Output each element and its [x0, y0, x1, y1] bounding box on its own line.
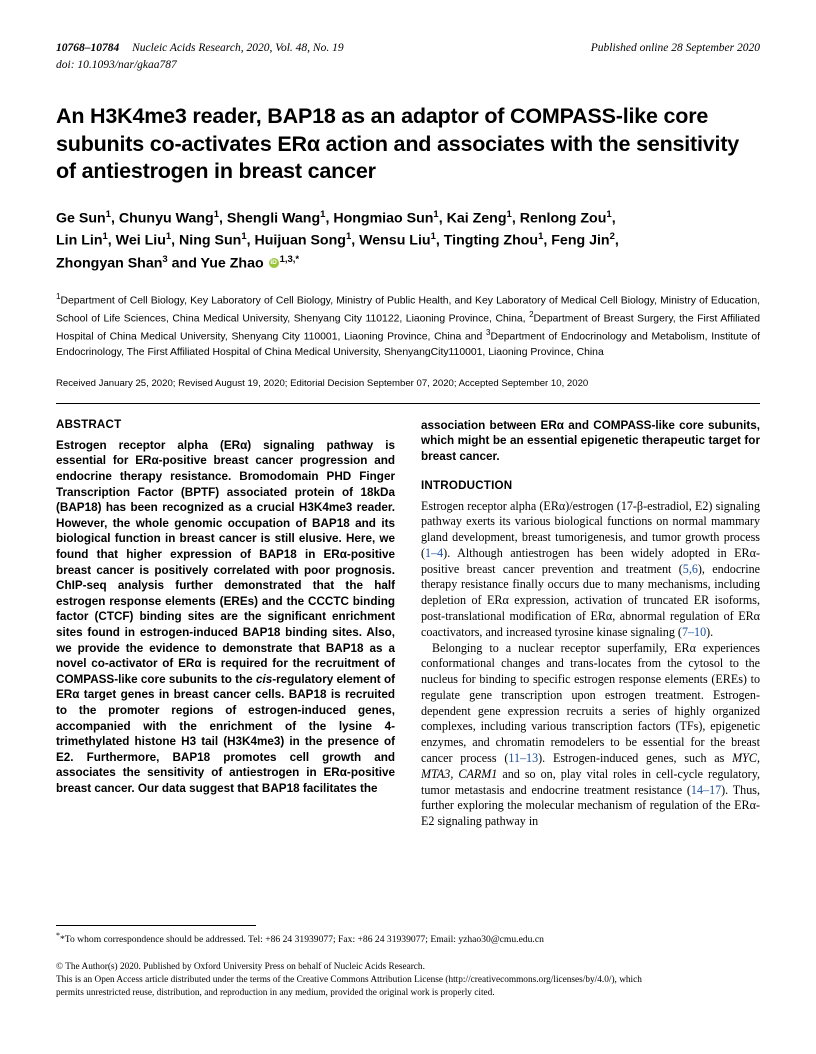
intro-p2-d: ). Thus, further exploring the molecular mechanism of regulation of the ERα-E2 signaling pathway in [421, 782, 760, 829]
citation-link-3[interactable]: 7–10 [681, 624, 707, 639]
abstract-text [56, 438, 395, 797]
intro-p1-b: ). Although antiestrogen has been widely adopted in ERα-positive breast cancer prevention and treatment ( [421, 545, 760, 576]
header-divider [56, 403, 760, 404]
introduction-paragraph-2 [421, 641, 760, 830]
abstract-part-1: Estrogen receptor alpha (ERα) signaling pathway is essential for ERα-positive breast cancer progression and endocrine therapy resistance. Bromodomain PHD Finger Transcription Factor (BPTF) associated protein of 18kDa (BAP18) has been recognized as a crucial H3K4me3 reader. However, the whole genomic occupation of BAP18 and its biological function in breast cancer is still elusive. Here, we found that higher expression of BAP18 in ERα-positive breast cancer is positively correlated with poor prognosis. ChIP-seq analysis further demonstrated that the half estrogen response elements (EREs) and the CCCTC binding factor (CTCF) binding sites are the significant enrichment sites found in estrogen-induced BAP18 binding sites. Also, we provide the evidence to demonstrate that BAP18 as a novel co-activator of ERα is required for the recruitment of COMPASS-like core subunits to the [56, 438, 395, 686]
body-columns [56, 418, 760, 830]
intro-p1-d: ). [706, 624, 714, 639]
page-footer [56, 925, 760, 1000]
license-line-2: permits unrestricted reuse, distribution, and reproduction in any medium, provided the original work is properly cited. [56, 987, 495, 998]
running-head-left [56, 40, 344, 73]
author-line-2: Lin Lin$^1$, Wei Liu$^1$, Ning Sun$^1$, Huijuan Song$^1$, Wensu Liu$^1$, Tingting Zhou$^1$, Feng Jin$^2$, [56, 231, 619, 249]
citation-link-5[interactable]: 14–17 [690, 782, 722, 797]
citation-link-1[interactable]: 1–4 [425, 545, 444, 560]
citation-link-4[interactable]: 11–13 [508, 751, 539, 765]
license-block [56, 961, 760, 999]
affiliations: $^1$Department of Cell Biology, Key Laboratory of Cell Biology, Ministry of Public Health, and Key Laboratory of Medical Cell Biology, Ministry of Education, School of Life Sciences, China Medical University, Shenyang City 110122, Liaoning Province, China, $^2$Department of Breast Surgery, the First Affiliated Hospital of China Medical University, Shenyang City 110001, Liaoning Province, China and $^3$Department of Endocrinology and Metabolism, Institute of Endocrinology, The First Affiliated Hospital of China Medical University, ShenyangCity110001, Liaoning Province, China [56, 291, 760, 359]
abstract-heading: ABSTRACT [56, 417, 122, 431]
article-content [56, 40, 760, 830]
footnote-divider [56, 925, 256, 926]
page-title: An H3K4me3 reader, BAP18 as an adaptor of COMPASS-like core subunits co-activates ERα action and associates with the sensitivity of antiestrogen in breast cancer [56, 104, 740, 184]
author-line-3: Zhongyan Shan$^3$ and Yue Zhao $iD^{1,3,*}$ [56, 253, 760, 275]
published-online: Published online 28 September 2020 [590, 42, 760, 54]
introduction-heading: INTRODUCTION [421, 478, 513, 492]
doi-text: doi: 10.1093/nar/gkaa787 [56, 58, 177, 71]
copyright-line: © The Author(s) 2020. Published by Oxford University Press on behalf of Nucleic Acids Research. [56, 962, 425, 973]
abstract-italic-cis: cis [255, 672, 273, 686]
introduction-text [421, 499, 760, 830]
correspondence-note: **To whom correspondence should be addressed. Tel: +86 24 31939077; Fax: +86 24 31939077; Email: yzhao30@cmu.edu.cn [56, 931, 544, 946]
abstract-text-continued: association between ERα and COMPASS-like core subunits, which might be an essential epigenetic therapeutic target for breast cancer. [421, 418, 760, 463]
intro-p1-c: ), endocrine therapy resistance finally occurs due to many mechanisms, including depletion of ERα expression, activation of truncated ER isoforms, post-translational modification of ERα, abnormal regulation of ERα coactivators, and increased tyrosine kinase signaling ( [421, 561, 760, 639]
author-list [56, 208, 760, 275]
intro-p2-c: and so on, play vital roles in cell-cycle regulatory, tumor metastasis and endocrine treatment resistance ( [421, 766, 760, 797]
orcid-icon[interactable] [269, 258, 279, 268]
intro-p2-a: Belonging to a nuclear receptor superfamily, ERα experiences conformational changes and trans-locates from the cytosol to the nucleus for binding to specific estrogen response elements (EREs) to regulate gene transcription upon estrogen treatment. Estrogen-dependent gene expression recruits a series of highly organized complexes, including various transcription factors (TFs), epigenetic enzymes, and chromatin remodelers to be essential for the breast cancer process ( [421, 640, 760, 765]
citation-link-2[interactable]: 5,6 [682, 561, 698, 576]
running-head [56, 40, 760, 73]
intro-p1-a: Estrogen receptor alpha (ERα)/estrogen (17-β-estradiol, E2) signaling pathway exerts its various biological functions on normal mammary gland development, breast tumorigenesis, and tumor growth process ( [421, 498, 760, 560]
correspondence-text: *To whom correspondence should be addressed. Tel: +86 24 31939077; Fax: +86 24 31939077; Email: yzhao30@cmu.edu.cn [60, 934, 544, 946]
abstract-part-2: -regulatory element of ERα target genes in breast cancer cells. BAP18 is recruited to the promoter regions of estrogen-induced genes, accompanied with the enrichment of the lysine 4-trimethylated histone H3 tail (H3K4me3) in the presence of E2. Furthermore, BAP18 promotes cell growth and associates the sensitivity of antiestrogen in ERα-positive breast cancer. Our data suggest that BAP18 facilitates the [56, 672, 396, 796]
license-line-1: This is an Open Access article distributed under the terms of the Creative Commons Attribution License (http://creativecommons.org/licenses/by/4.0/), which [56, 974, 642, 985]
page-range: 10768–10784 [56, 42, 120, 54]
column-left [56, 418, 395, 830]
journal-info: Nucleic Acids Research, 2020, Vol. 48, No. 19 [132, 42, 344, 54]
intro-p2-b: ). Estrogen-induced genes, such as [538, 751, 733, 765]
gene-names: MYC, MTA3, CARM1 [421, 751, 760, 781]
introduction-paragraph-1 [421, 499, 760, 641]
article-history: Received January 25, 2020; Revised August 19, 2020; Editorial Decision September 07, 2020; Accepted September 10, 2020 [56, 377, 589, 389]
column-right [421, 418, 760, 830]
author-line-1: Ge Sun$^1$, Chunyu Wang$^1$, Shengli Wang$^1$, Hongmiao Sun$^1$, Kai Zeng$^1$, Renlong Zou$^1$, [56, 208, 616, 227]
